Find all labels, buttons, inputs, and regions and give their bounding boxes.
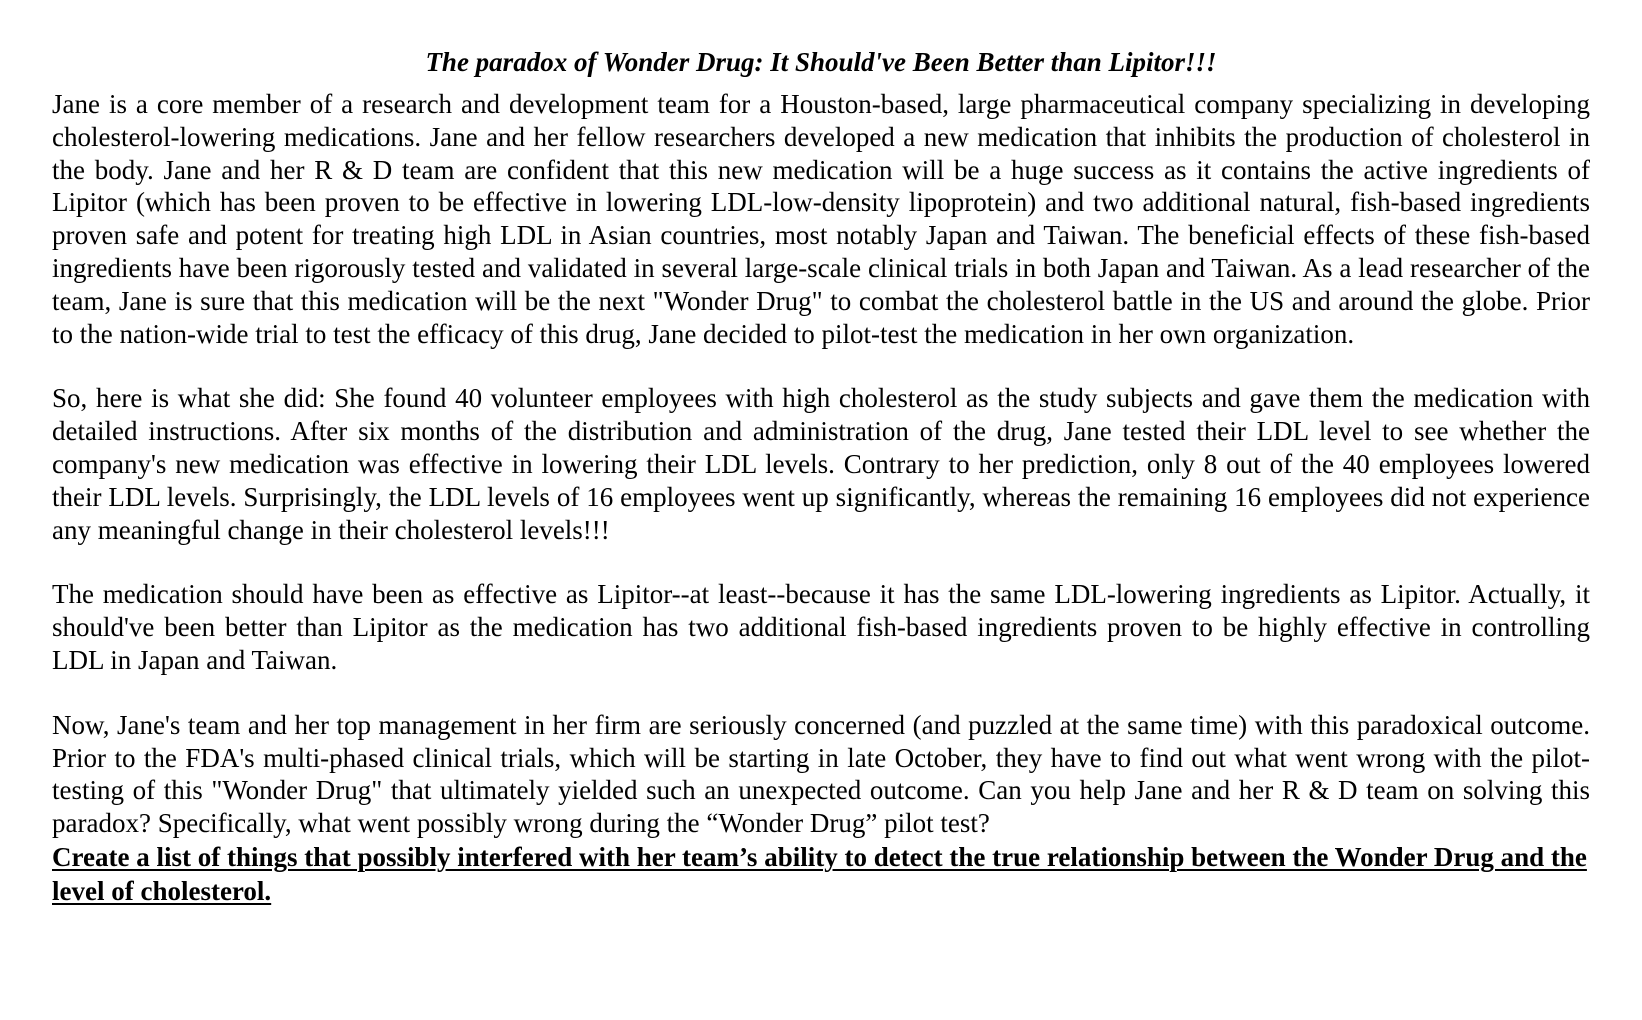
document-page (52, 46, 1590, 908)
paragraph-pilot-test: So, here is what she did: She found 40 volunteer employees with high cholesterol as the study subjects and gave them the medication with detailed instructions. After six months of the distribution and administration of the drug, Jane tested their LDL level to see whether the company's new medication was effective in lowering their LDL levels. Contrary to her prediction, only 8 out of the 40 employees lowered their LDL levels. Surprisingly, the LDL levels of 16 employees went up significantly, whereas the remaining 16 employees did not experience any meaningful change in their cholesterol levels!!! (52, 383, 1590, 545)
paragraph-expectation: The medication should have been as effective as Lipitor--at least--because it has the same LDL-lowering ingredients as Lipitor. Actually, it should've been better than Lipitor as the medication has two additional fish-based ingredients proven to be highly effective in controlling LDL in Japan and Taiwan. (52, 579, 1590, 675)
document-title: The paradox of Wonder Drug: It Should've Been Better than Lipitor!!! (425, 47, 1217, 77)
task-instruction: Create a list of things that possibly interfered with her team’s ability to detect the true relationship between the Wonder Drug and the level of cholesterol. (52, 841, 1587, 906)
paragraph-concern: Now, Jane's team and her top management in her firm are seriously concerned (and puzzled at the same time) with this paradoxical outcome. Prior to the FDA's multi-phased clinical trials, which will be starting in late October, they have to find out what went wrong with the pilot-testing of this "Wonder Drug" that ultimately yielded such an unexpected outcome. Can you help Jane and her R & D team on solving this paradox? Specifically, what went possibly wrong during the “Wonder Drug” pilot test? (52, 709, 1590, 839)
paragraph-intro: Jane is a core member of a research and development team for a Houston-based, large pharmaceutical company specializing in developing cholesterol-lowering medications. Jane and her fellow researchers developed a new medication that inhibits the production of cholesterol in the body. Jane and her R & D team are confident that this new medication will be a huge success as it contains the active ingredients of Lipitor (which has been proven to be effective in lowering LDL-low-density lipoprotein) and two additional natural, fish-based ingredients proven safe and potent for treating high LDL in Asian countries, most notably Japan and Taiwan. The beneficial effects of these fish-based ingredients have been rigorously tested and validated in several large-scale clinical trials in both Japan and Taiwan. As a lead researcher of the team, Jane is sure that this medication will be the next "Wonder Drug" to combat the cholesterol battle in the US and around the globe. Prior to the nation-wide trial to test the efficacy of this drug, Jane decided to pilot-test the medication in her own organization. (52, 89, 1590, 349)
